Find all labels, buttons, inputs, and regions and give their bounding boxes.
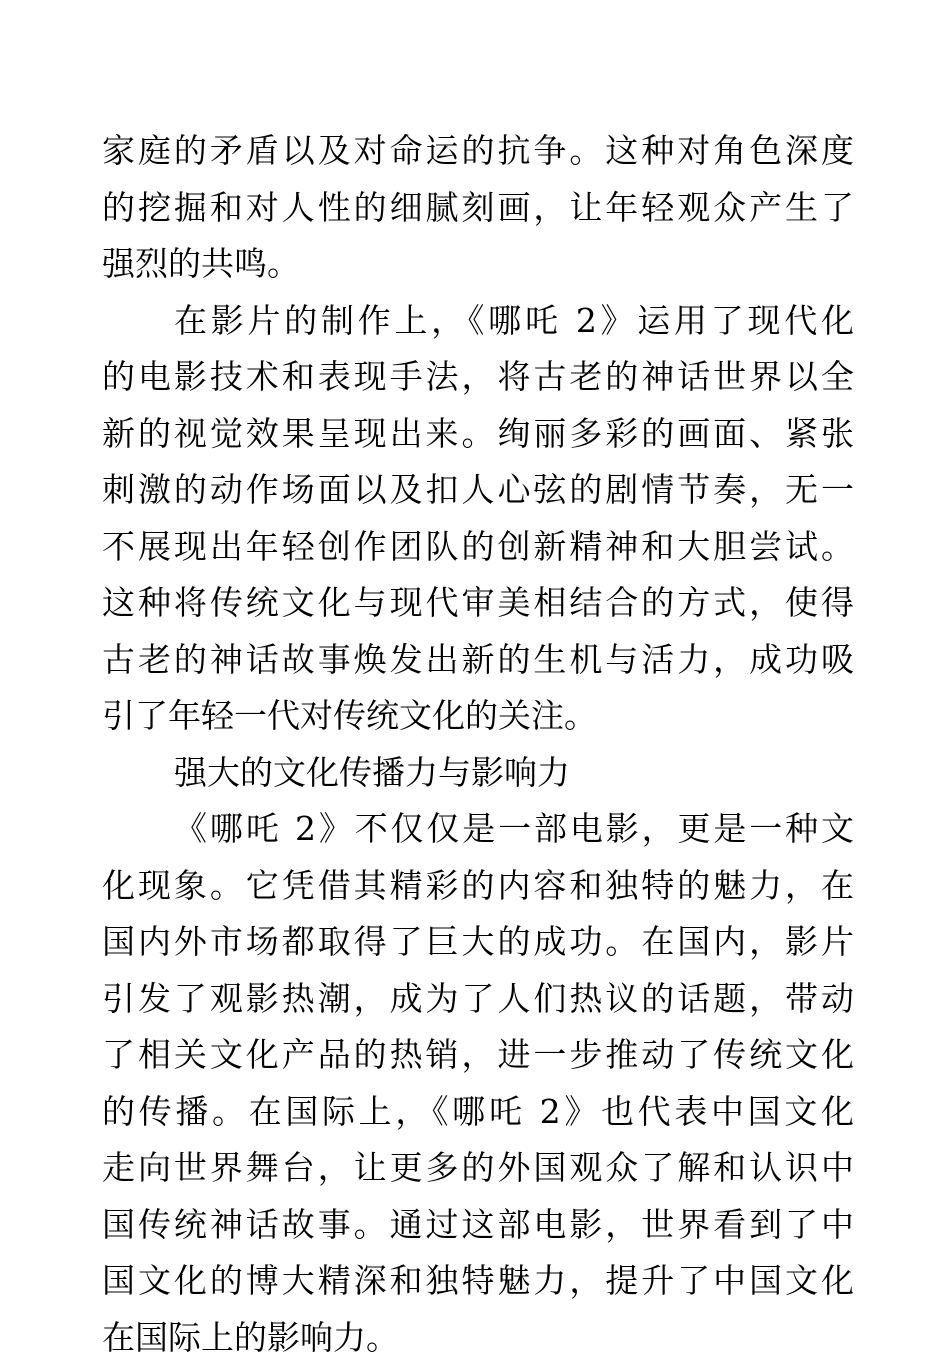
text-line: 走向世界舞台，让更多的外国观众了解和认识中 [102, 1140, 854, 1197]
text-line: 国文化的博大精深和独特魅力，提升了中国文化 [102, 1253, 854, 1310]
text-line: 新的视觉效果呈现出来。绚丽多彩的画面、紧张 [102, 406, 854, 463]
text-line: 的传播。在国际上，《哪吒 2》也代表中国文化 [102, 1084, 854, 1141]
text-line: 国内外市场都取得了巨大的成功。在国内，影片 [102, 914, 854, 971]
text-line: 不展现出年轻创作团队的创新精神和大胆尝试。 [102, 519, 854, 576]
text-line: 引了年轻一代对传统文化的关注。 [102, 688, 854, 745]
text-line: 化现象。它凭借其精彩的内容和独特的魅力，在 [102, 858, 854, 915]
text-line: 引发了观影热潮，成为了人们热议的话题，带动 [102, 971, 854, 1028]
text-line: 的挖掘和对人性的细腻刻画，让年轻观众产生了 [102, 180, 854, 237]
text-line: 国传统神话故事。通过这部电影，世界看到了中 [102, 1197, 854, 1254]
text-line: 在国际上的影响力。 [102, 1310, 854, 1366]
text-line: 这种将传统文化与现代审美相结合的方式，使得 [102, 575, 854, 632]
text-line: 在影片的制作上，《哪吒 2》运用了现代化 [102, 293, 854, 350]
text-line: 刺激的动作场面以及扣人心弦的剧情节奏，无一 [102, 462, 854, 519]
text-line: 强烈的共鸣。 [102, 236, 854, 293]
body-text [102, 123, 854, 1366]
section-heading: 强大的文化传播力与影响力 [102, 745, 854, 802]
text-line: 家庭的矛盾以及对命运的抗争。这种对角色深度 [102, 123, 854, 180]
text-line: 古老的神话故事焕发出新的生机与活力，成功吸 [102, 632, 854, 689]
text-line: 《哪吒 2》不仅仅是一部电影，更是一种文 [102, 801, 854, 858]
text-line: 了相关文化产品的热销，进一步推动了传统文化 [102, 1027, 854, 1084]
text-line: 的电影技术和表现手法，将古老的神话世界以全 [102, 349, 854, 406]
